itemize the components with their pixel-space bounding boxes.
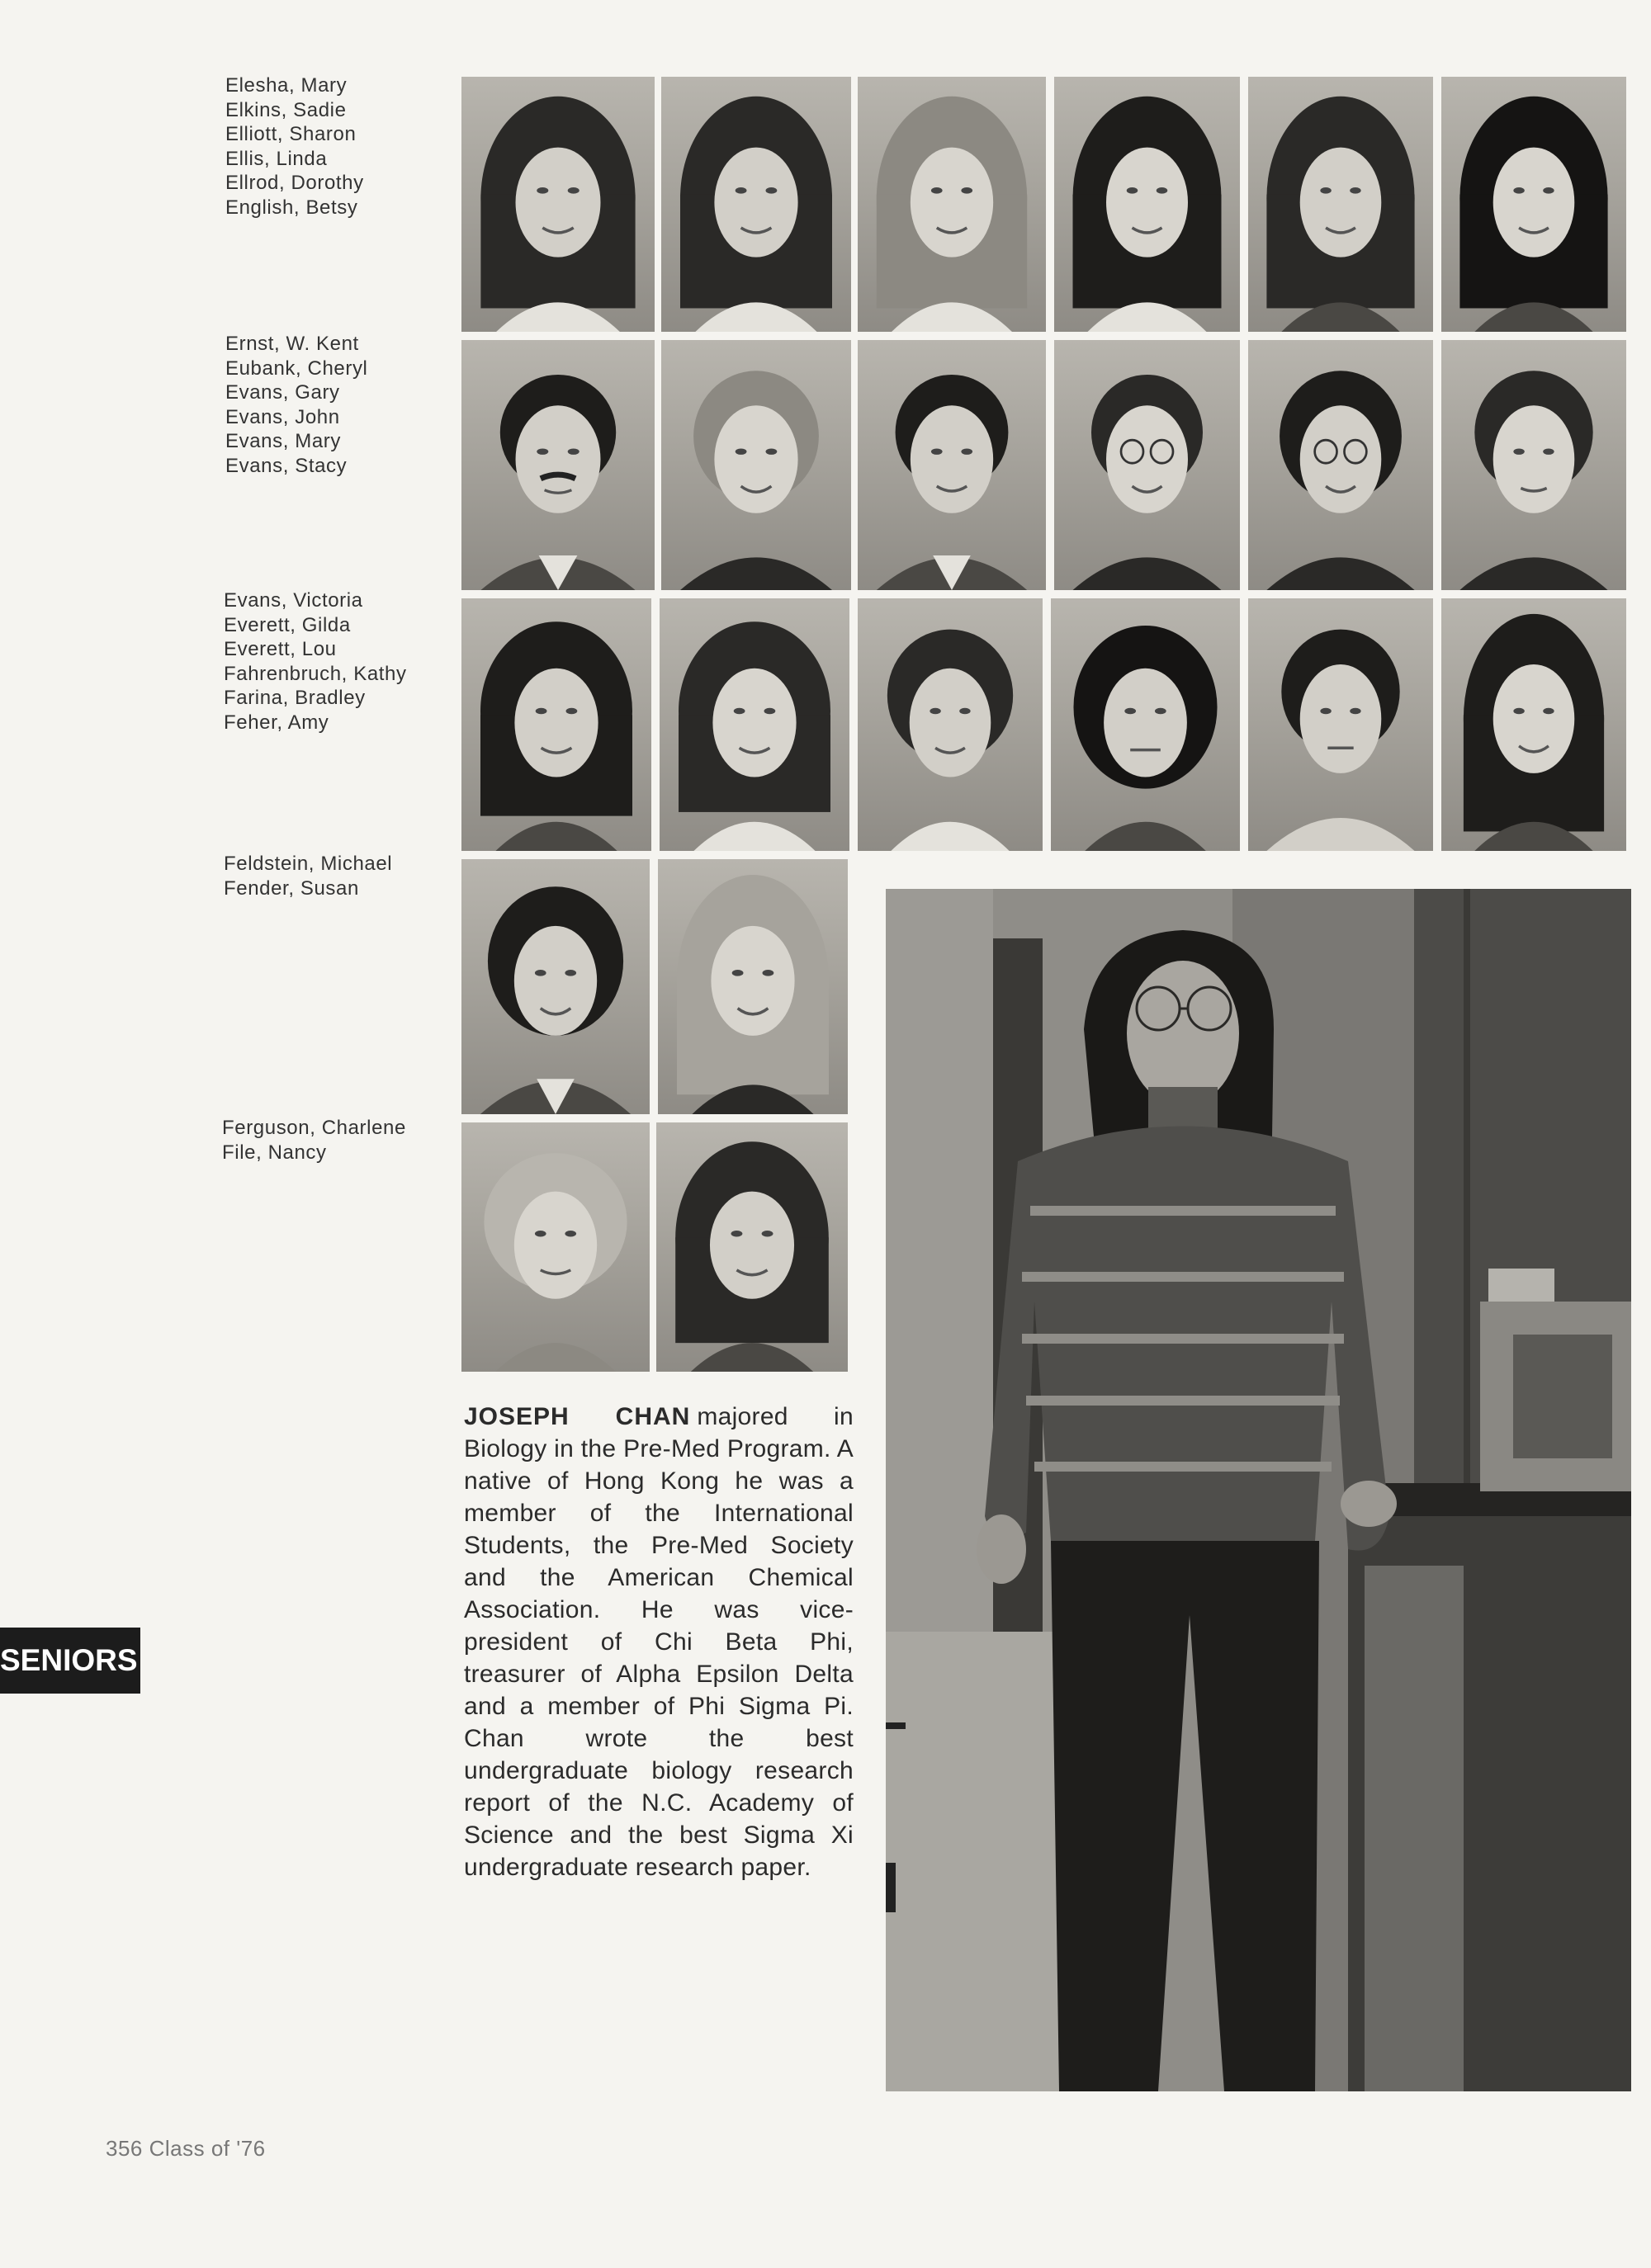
name-entry: Ernst, W. Kent (225, 333, 359, 355)
name-entry: Elliott, Sharon (225, 123, 357, 146)
portrait-photo (661, 340, 851, 590)
name-entry: Ellrod, Dorothy (225, 172, 364, 195)
portrait-photo (1054, 77, 1240, 332)
page-folio: 356 Class of '76 (106, 2136, 266, 2161)
name-entry: Evans, John (225, 405, 340, 428)
portrait-photo (858, 598, 1043, 851)
name-list-row-4 (224, 852, 392, 900)
portrait-photo (461, 598, 651, 851)
name-entry: Feher, Amy (224, 711, 329, 734)
feature-photo (886, 889, 1631, 2091)
portrait-photo (1441, 77, 1626, 332)
name-entry: English, Betsy (225, 196, 358, 219)
name-entry: Feldstein, Michael (224, 853, 393, 875)
feature-name: JOSEPH CHAN (464, 1403, 691, 1430)
portrait-photo (1248, 598, 1433, 851)
name-entry: Elkins, Sadie (225, 98, 347, 121)
portrait-photo (1051, 598, 1240, 851)
portrait-photo (1248, 340, 1433, 590)
portrait-photo (461, 859, 650, 1114)
portrait-photo (858, 77, 1046, 332)
name-entry: Ferguson, Charlene (222, 1117, 406, 1139)
portrait-photo (658, 859, 848, 1114)
name-entry: Evans, Victoria (224, 589, 363, 612)
name-list-row-2 (225, 332, 368, 479)
feature-caption (464, 1401, 854, 1883)
portrait-photo (660, 598, 849, 851)
name-entry: Ellis, Linda (225, 147, 328, 170)
name-entry: Evans, Mary (225, 430, 341, 453)
portrait-photo (461, 1122, 650, 1372)
portrait-photo (656, 1122, 848, 1372)
name-entry: Eubank, Cheryl (225, 357, 368, 380)
name-entry: File, Nancy (222, 1141, 327, 1164)
name-list-row-3 (224, 588, 407, 735)
portrait-photo (1441, 598, 1626, 851)
portrait-photo (1248, 77, 1433, 332)
name-entry: Fender, Susan (224, 876, 359, 900)
name-entry: Evans, Gary (225, 381, 340, 404)
name-entry: Evans, Stacy (225, 454, 348, 477)
name-entry: Elesha, Mary (225, 74, 348, 97)
name-list-row-5 (222, 1116, 406, 1165)
portrait-photo (661, 77, 851, 332)
portrait-photo (1441, 340, 1626, 590)
portrait-photo (1054, 340, 1240, 590)
portrait-photo (858, 340, 1046, 590)
feature-text: majored in Biology in the Pre-Med Program. A native of Hong Kong he was a member of the International Students, the Pre-Med Society and the American Chemical Association. He was vice-president of Chi Beta Phi, treasurer of Alpha Epsilon Delta and a member of Phi Sigma Pi. Chan wrote the best undergraduate biology research report of the N.C. Academy of Science and the best Sigma Xi undergraduate research paper. (464, 1403, 854, 1881)
portrait-photo (461, 340, 655, 590)
section-tab: SENIORS (0, 1628, 140, 1694)
name-entry: Farina, Bradley (224, 687, 366, 710)
name-list-row-1 (225, 73, 364, 220)
name-entry: Fahrenbruch, Kathy (224, 662, 407, 685)
portrait-photo (461, 77, 655, 332)
name-entry: Everett, Gilda (224, 613, 351, 636)
name-entry: Everett, Lou (224, 638, 337, 661)
